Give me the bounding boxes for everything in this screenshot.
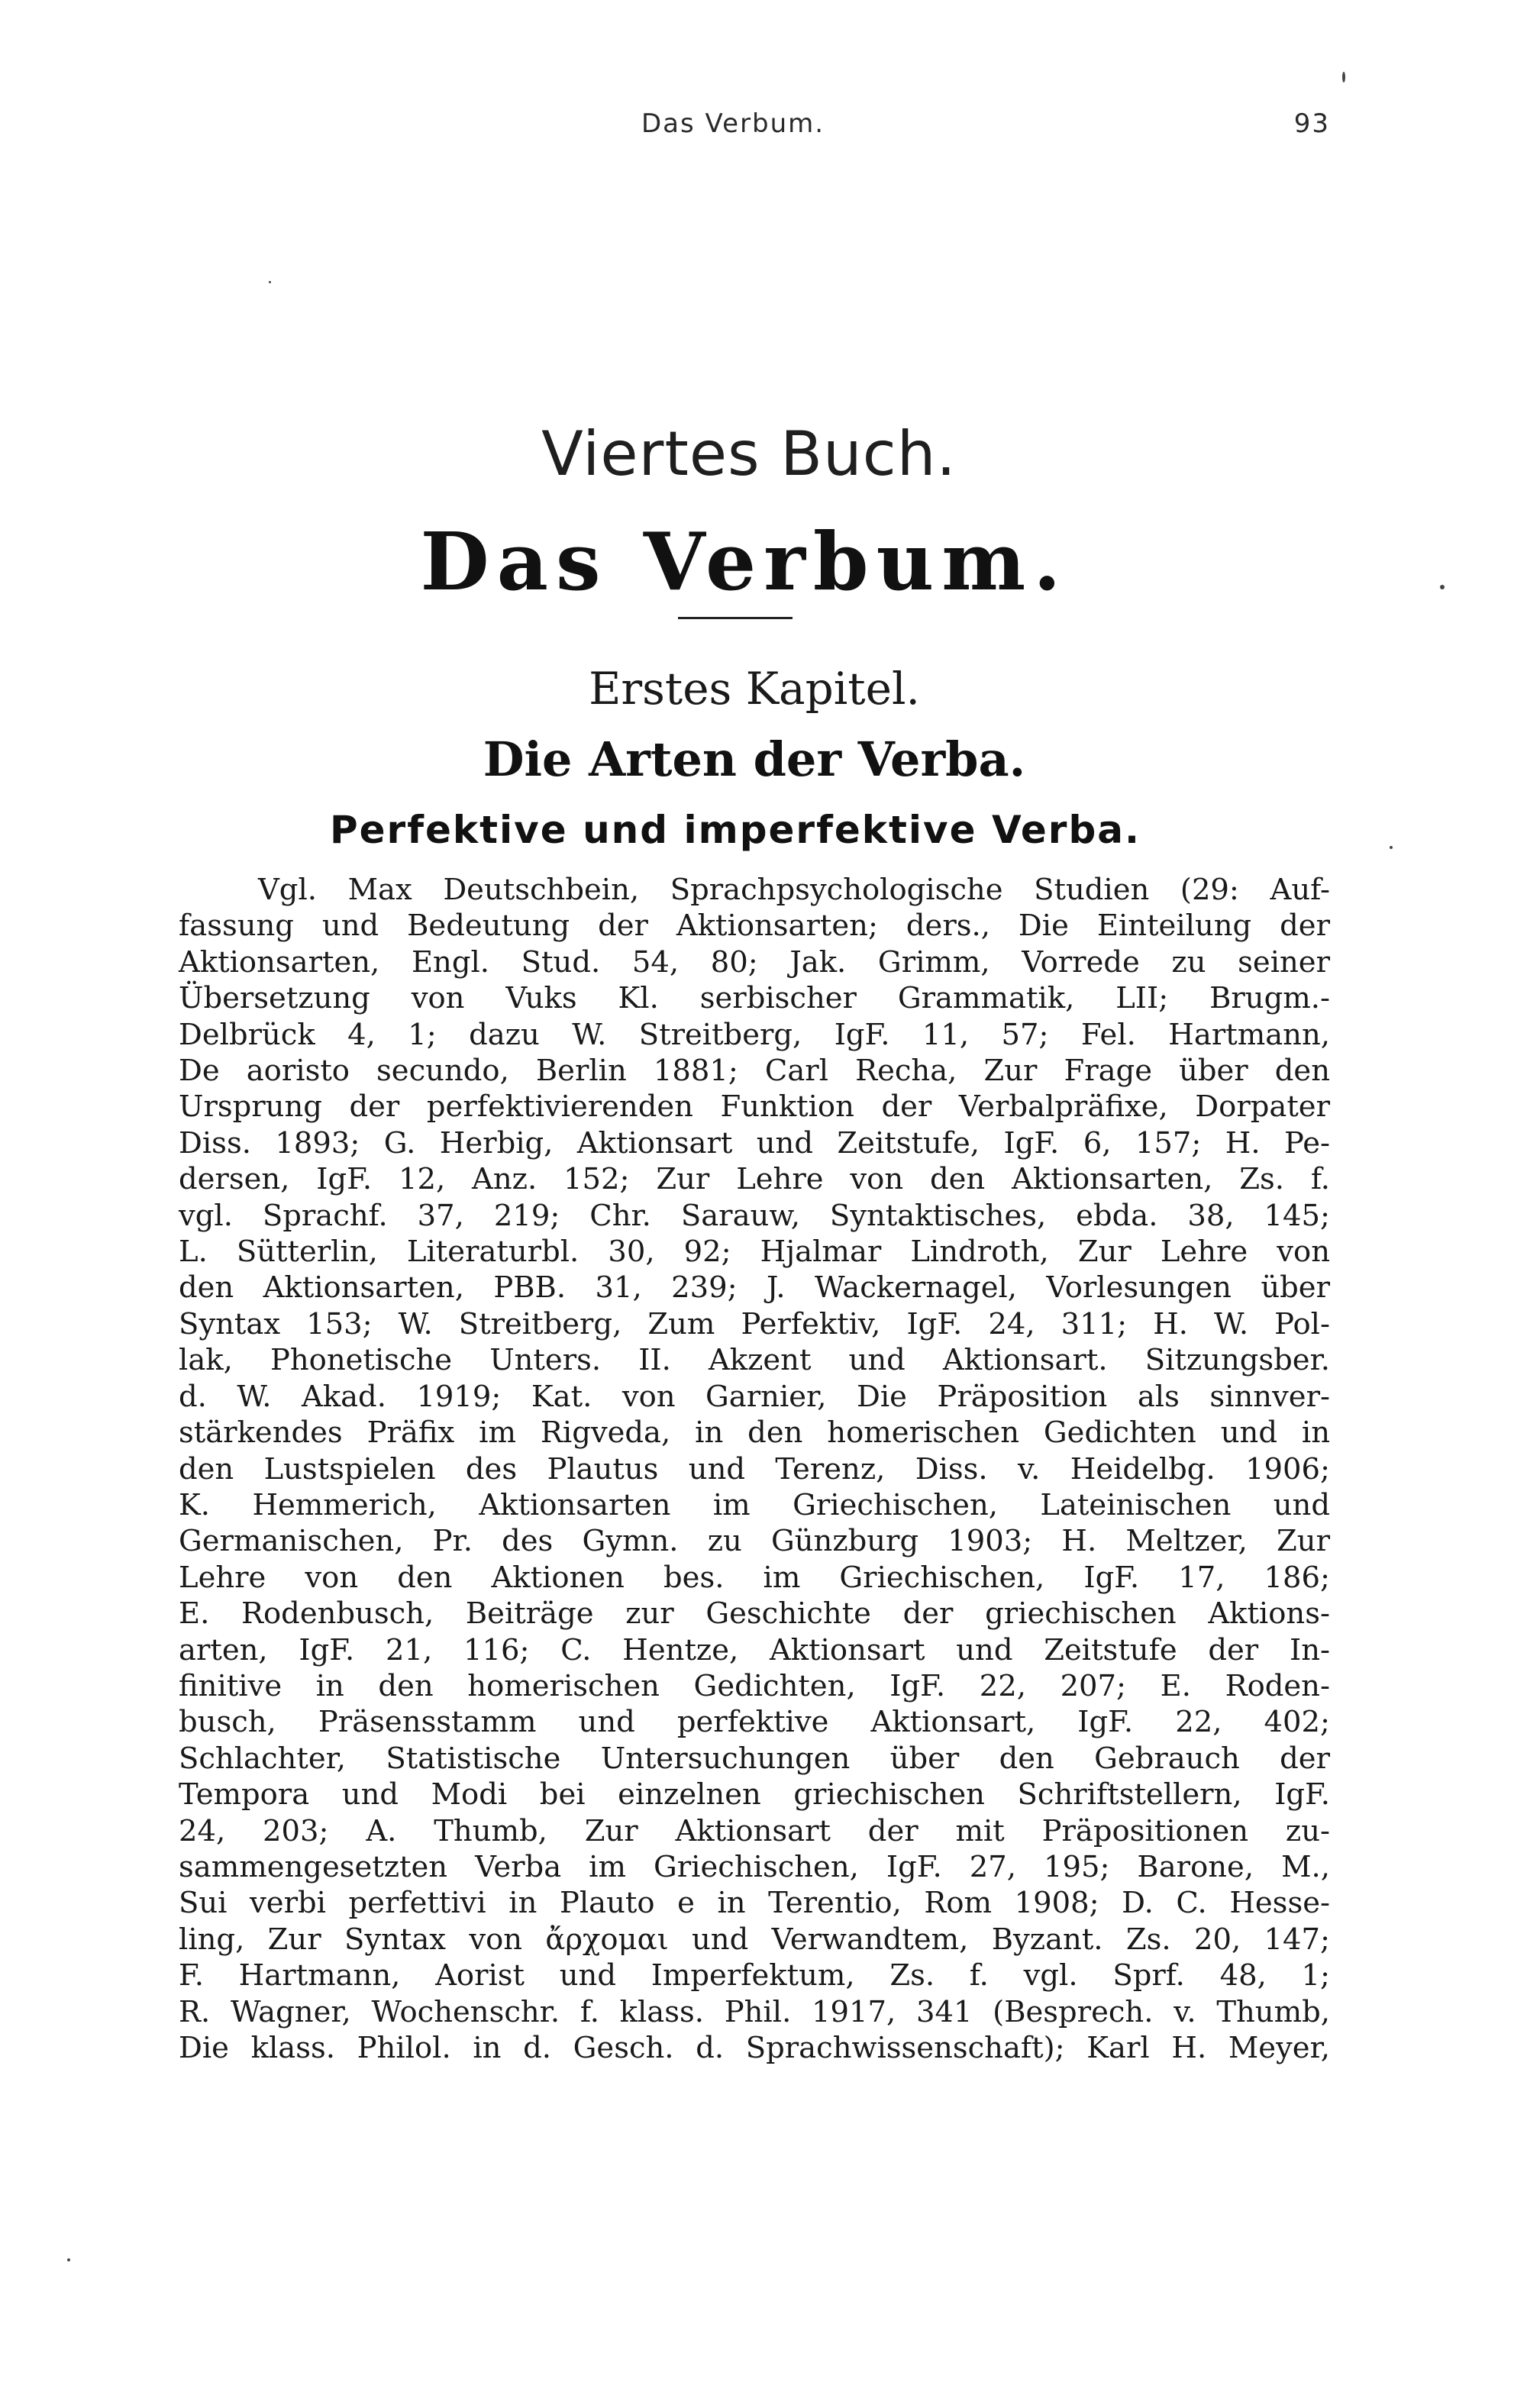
text-line: sammengesetzten Verba im Griechischen, IgF. 27, 195; Barone, M., xyxy=(179,1849,1330,1884)
scan-speck xyxy=(1440,585,1445,589)
text-line: E. Rodenbusch, Beiträge zur Geschichte der griechischen Aktions- xyxy=(179,1596,1330,1632)
text-line: F. Hartmann, Aorist und Imperfektum, Zs. f. vgl. Sprf. 48, 1; xyxy=(179,1958,1330,1993)
book-subtitle: Das Verbum. xyxy=(420,515,1069,608)
text-line: stärkendes Präfix im Rigveda, in den homerischen Gedichten und in xyxy=(179,1415,1330,1451)
text-line: R. Wagner, Wochenschr. f. klass. Phil. 1917, 341 (Besprech. v. Thumb, xyxy=(179,1994,1330,2029)
text-line: arten, IgF. 21, 116; C. Hentze, Aktionsart und Zeitstufe der In- xyxy=(179,1632,1330,1667)
title-rule xyxy=(678,617,793,619)
scan-speck xyxy=(1390,846,1393,849)
scan-speck xyxy=(269,281,271,283)
text-line: 24, 203; A. Thumb, Zur Aktionsart der mit Präpositionen zu- xyxy=(179,1813,1330,1848)
running-head xyxy=(0,108,1527,154)
text-line: den Lustspielen des Plautus und Terenz, Diss. v. Heidelbg. 1906; xyxy=(179,1451,1330,1486)
text-line: fassung und Bedeutung der Aktionsarten; ders., Die Einteilung der xyxy=(179,909,1330,944)
chapter-label: Erstes Kapitel. xyxy=(589,663,920,715)
text-line: K. Hemmerich, Aktionsarten im Griechischen, Lateinischen und xyxy=(179,1487,1330,1522)
book-title: Viertes Buch. xyxy=(541,418,957,489)
text-line: Germanischen, Pr. des Gymn. zu Günzburg 1903; H. Meltzer, Zur xyxy=(179,1524,1330,1559)
section-title: Perfektive und imperfektive Verba. xyxy=(330,808,1141,852)
text-line: Die klass. Philol. in d. Gesch. d. Sprachwissenschaft); Karl H. Meyer, xyxy=(179,2031,1330,2065)
text-line: L. Sütterlin, Literaturbl. 30, 92; Hjalmar Lindroth, Zur Lehre von xyxy=(179,1235,1330,1270)
text-line: Tempora und Modi bei einzelnen griechischen Schriftstellern, IgF. xyxy=(179,1777,1330,1812)
text-line: ling, Zur Syntax von ἄρχομαι und Verwandtem, Byzant. Zs. 20, 147; xyxy=(179,1922,1330,1957)
text-line: dersen, IgF. 12, Anz. 152; Zur Lehre von den Aktionsarten, Zs. f. xyxy=(179,1162,1330,1197)
text-line: lak, Phonetische Unters. II. Akzent und Aktionsart. Sitzungsber. xyxy=(179,1343,1330,1378)
text-line: Sui verbi perfettivi in Plauto e in Terentio, Rom 1908; D. C. Hesse- xyxy=(179,1886,1330,1921)
text-line: vgl. Sprachf. 37, 219; Chr. Sarauw, Syntaktisches, ebda. 38, 145; xyxy=(179,1198,1330,1233)
running-title: Das Verbum. xyxy=(641,108,825,139)
bibliography-paragraph xyxy=(179,872,1330,2066)
text-line: busch, Präsensstamm und perfektive Aktionsart, IgF. 22, 402; xyxy=(179,1705,1330,1740)
chapter-title: Die Arten der Verba. xyxy=(483,731,1026,787)
text-line: den Aktionsarten, PBB. 31, 239; J. Wackernagel, Vorlesungen über xyxy=(179,1270,1330,1306)
text-line: d. W. Akad. 1919; Kat. von Garnier, Die Präposition als sinnver- xyxy=(179,1379,1330,1414)
text-line: finitive in den homerischen Gedichten, IgF. 22, 207; E. Roden- xyxy=(179,1668,1330,1703)
text-line: Ursprung der perfektivierenden Funktion der Verbalpräfixe, Dorpater xyxy=(179,1089,1330,1125)
text-line: Delbrück 4, 1; dazu W. Streitberg, IgF. 11, 57; Fel. Hartmann, xyxy=(179,1017,1330,1052)
text-line: Aktionsarten, Engl. Stud. 54, 80; Jak. Grimm, Vorrede zu seiner xyxy=(179,944,1330,980)
text-line: Syntax 153; W. Streitberg, Zum Perfektiv, IgF. 24, 311; H. W. Pol- xyxy=(179,1306,1330,1341)
scan-speck xyxy=(67,2258,70,2261)
text-line: Übersetzung von Vuks Kl. serbischer Grammatik, LII; Brugm.- xyxy=(179,981,1330,1016)
text-line: Vgl. Max Deutschbein, Sprachpsychologische Studien (29: Auf- xyxy=(258,873,1330,907)
scan-speck xyxy=(1342,72,1345,82)
text-line: Schlachter, Statistische Untersuchungen über den Gebrauch der xyxy=(179,1741,1330,1776)
text-line: De aoristo secundo, Berlin 1881; Carl Recha, Zur Frage über den xyxy=(179,1054,1330,1089)
text-line: Diss. 1893; G. Herbig, Aktionsart und Zeitstufe, IgF. 6, 157; H. Pe- xyxy=(179,1125,1330,1160)
text-line: Lehre von den Aktionen bes. im Griechischen, IgF. 17, 186; xyxy=(179,1560,1330,1595)
page-number: 93 xyxy=(1293,108,1330,139)
